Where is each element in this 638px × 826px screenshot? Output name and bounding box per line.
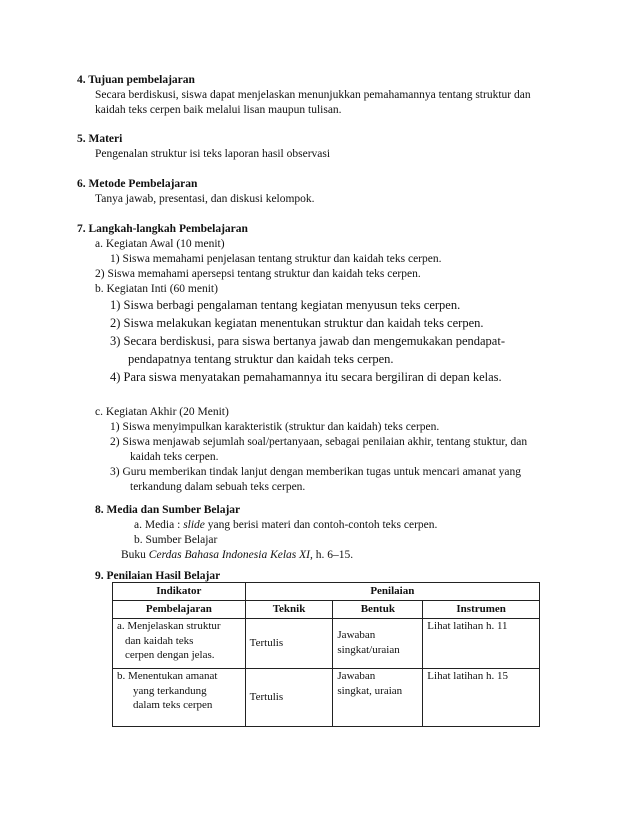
bentuk-cell [333,668,423,726]
indikator-line: cerpen dengan jelas. [125,649,215,662]
book-pages: h. 6–15. [312,549,354,561]
indikator-line: yang terkandung [133,684,207,697]
section-4-text-line-2: kaidah teks cerpen baik melalui lisan maupun tulisan. [95,104,342,116]
kegiatan-awal-label: a. Kegiatan Awal (10 menit) [95,238,225,250]
kegiatan-akhir-item-2: 2) Siswa menjawab sejumlah soal/pertanyaan, sebagai penilaian akhir, tentang stuktur, dan [110,436,528,448]
section-6-text: Tanya jawab, presentasi, dan diskusi kelompok. [95,193,315,205]
indikator-cell [113,668,246,726]
media-prefix: a. Media : [134,519,184,531]
kegiatan-akhir-label: c. Kegiatan Akhir (20 Menit) [95,406,229,418]
section-5-text: Pengenalan struktur isi teks laporan hasil observasi [95,148,331,160]
kegiatan-inti-item-3-cont: pendapatnya tentang struktur dan kaidah teks cerpen. [128,352,394,366]
sumber-belajar-label: b. Sumber Belajar [134,534,218,546]
teknik-cell: Tertulis [245,668,333,726]
book-reference [121,549,353,563]
section-8-heading: 8. Media dan Sumber Belajar [95,504,241,516]
section-4-heading: 4. Tujuan pembelajaran [77,74,195,86]
kegiatan-inti-item-1: 1) Siswa berbagi pengalaman tentang kegiatan menyusun teks cerpen. [110,298,461,312]
teknik-cell: Tertulis [245,618,333,668]
header-teknik: Teknik [245,600,333,618]
kegiatan-akhir-item-3: 3) Guru memberikan tindak lanjut dengan memberikan tugas untuk mencari amanat yang [110,466,521,478]
media-line [134,519,437,533]
bentuk-line: singkat, uraian [337,684,403,697]
media-suffix: yang berisi materi dan contoh-contoh teks cerpen. [204,519,438,531]
indikator-line: dalam teks cerpen [133,699,213,712]
section-4-text-line-1: Secara berdiskusi, siswa dapat menjelaskan menunjukkan pemahamannya tentang struktur dan [95,89,531,101]
indikator-line: a. Menjelaskan struktur [117,619,221,632]
bentuk-line: Jawaban [337,629,376,642]
header-indikator-2: Pembelajaran [113,600,246,618]
section-9-heading: 9. Penilaian Hasil Belajar [95,570,221,582]
header-bentuk: Bentuk [333,600,423,618]
kegiatan-akhir-item-1: 1) Siswa menyimpulkan karakteristik (struktur dan kaidah) teks cerpen. [110,421,440,433]
table-header-row-2 [113,600,540,618]
header-instrumen: Instrumen [423,600,540,618]
instrumen-cell: Lihat latihan h. 11 [423,618,540,668]
kegiatan-inti-label: b. Kegiatan Inti (60 menit) [95,283,218,295]
kegiatan-inti-item-4: 4) Para siswa menyatakan pemahamannya itu secara bergiliran di depan kelas. [110,370,502,384]
media-slide-word: slide [183,519,205,531]
bentuk-line: Jawaban [337,669,376,682]
kegiatan-awal-item-2: 2) Siswa memahami apersepsi tentang struktur dan kaidah teks cerpen. [95,268,421,280]
header-indikator-1: Indikator [113,583,246,601]
book-title: Cerdas Bahasa Indonesia Kelas XI, [148,549,313,561]
kegiatan-inti-item-3: 3) Secara berdiskusi, para siswa bertanya jawab dan mengemukakan pendapat- [110,334,505,348]
book-prefix: Buku [121,549,149,561]
indikator-line: dan kaidah teks [125,634,194,647]
kegiatan-akhir-item-3-cont: terkandung dalam sebuah teks cerpen. [130,481,306,493]
bentuk-cell [333,618,423,668]
assessment-table [112,582,540,727]
indikator-line: b. Menentukan amanat [117,669,218,682]
kegiatan-akhir-item-2-cont: kaidah teks cerpen. [130,451,219,463]
header-penilaian: Penilaian [245,583,539,601]
bentuk-line: singkat/uraian [337,644,400,657]
table-row [113,618,540,668]
section-7-heading: 7. Langkah-langkah Pembelajaran [77,223,248,235]
instrumen-cell: Lihat latihan h. 15 [423,668,540,726]
kegiatan-inti-item-2: 2) Siswa melakukan kegiatan menentukan struktur dan kaidah teks cerpen. [110,316,484,330]
table-header-row-1 [113,583,540,601]
section-5-heading: 5. Materi [77,133,123,145]
indikator-cell [113,618,246,668]
kegiatan-awal-item-1: 1) Siswa memahami penjelasan tentang struktur dan kaidah teks cerpen. [110,253,442,265]
table-row [113,668,540,726]
section-6-heading: 6. Metode Pembelajaran [77,178,198,190]
